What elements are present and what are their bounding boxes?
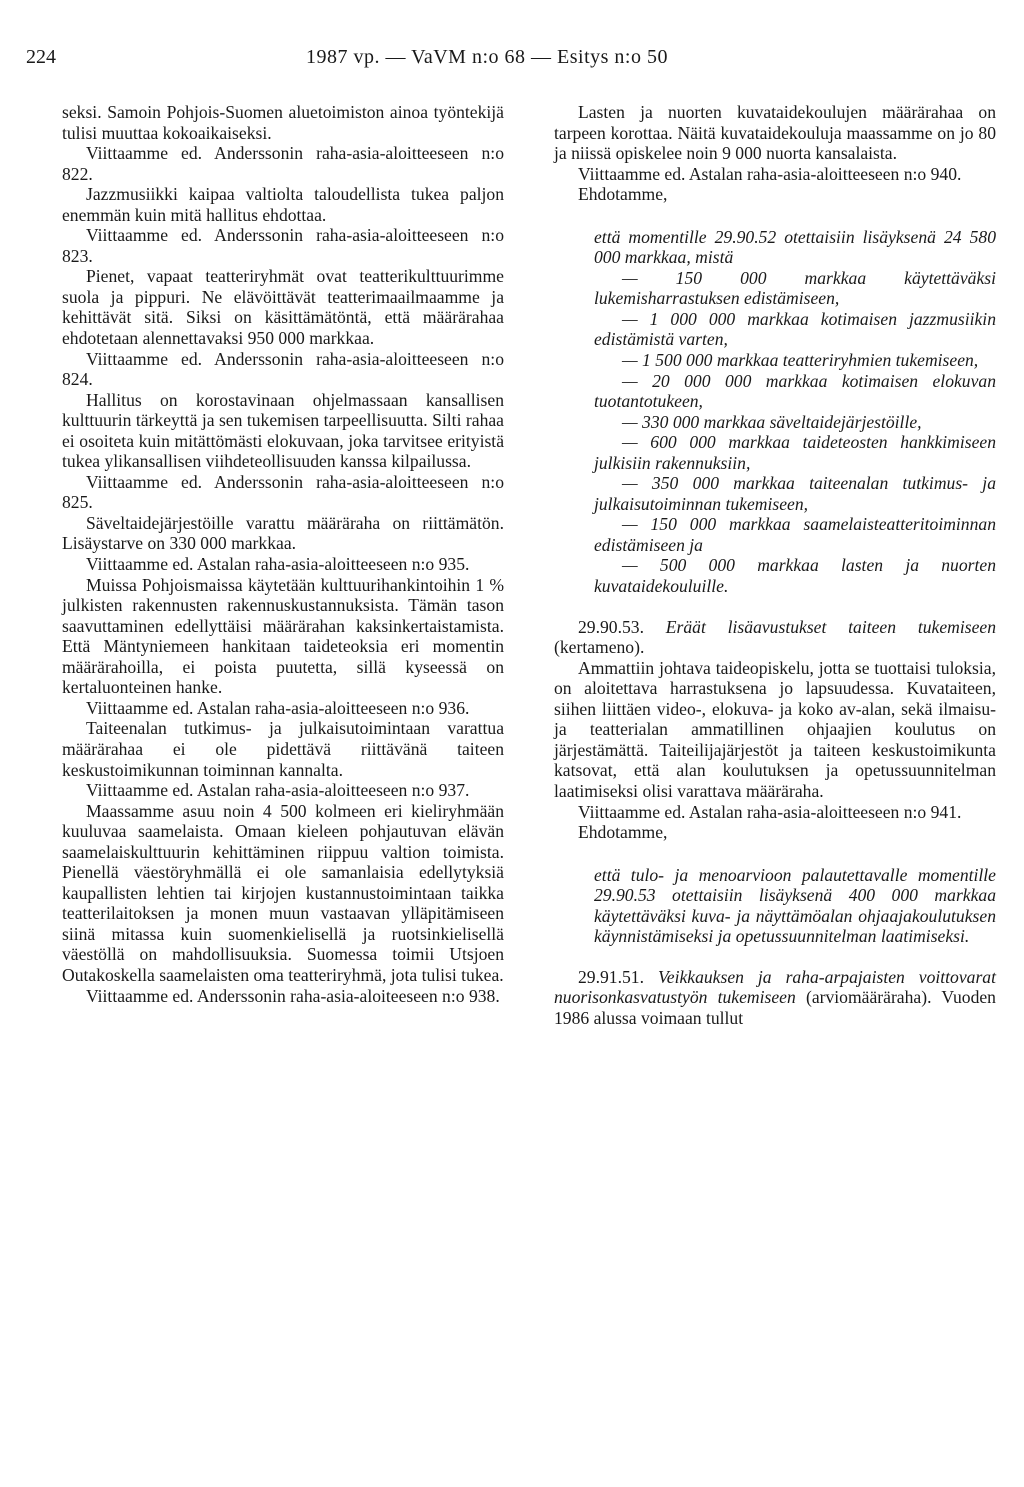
paragraph: Maassamme asuu noin 4 500 kolmeen eri kieliryhmään kuuluvaa saamelaista. Omaan kieleen pohjautuvan elävän saamelaiskulttuurin kehittäminen riippuu valtion toimista. Pienellä väestöryhmällä ei ole samanlaisia edellytyksiä kaupallisten lehtien tai kirjojen kustannustoimintaan taikka teatterilaitoksen ja monen muun vastaavan ylläpitämiseen siinä mitassa kuin suomenkielisellä ja ruotsinkielisellä väestöllä on mahdollisuuksia. Suomessa toimii Utsjoen Outakoskella saamelaisten oma teatteriryhmä, jota tulisi tukea. xyxy=(62,800,504,985)
paragraph: Lasten ja nuorten kuvataidekoulujen määrärahaa on tarpeen korottaa. Näitä kuvataidekouluja maassamme on jo 80 ja niissä opiskelee noin 9 000 nuorta kansalaista. xyxy=(554,102,996,164)
proposal-item: — 600 000 markkaa taideteosten hankkimiseen julkisiin rakennuksiin, xyxy=(594,432,996,473)
reference-paragraph: Viittaamme ed. Astalan raha-asia-aloitteeseen n:o 936. xyxy=(86,697,470,718)
left-column xyxy=(62,102,504,1006)
proposal-item: — 350 000 markkaa taiteenalan tutkimus- ja julkaisutoiminnan tukemiseen, xyxy=(594,473,996,514)
proposal-heading: Ehdotamme, xyxy=(578,822,668,843)
proposal-item: — 1 000 000 markkaa kotimaisen jazzmusiikin edistämistä varten, xyxy=(594,308,996,350)
proposal-item: — 20 000 000 markkaa kotimaisen elokuvan tuotantotukeen, xyxy=(594,370,996,412)
paragraph: Pienet, vapaat teatteriryhmät ovat teatterikulttuurimme suola ja pippuri. Ne elävöittävät teatterimaailmaamme ja kehittävät sitä. Siksi on käsittämätöntä, että määrärahaa ehdotetaan alennettavaksi 950 000 markkaa. xyxy=(62,266,504,349)
page-number: 224 xyxy=(26,46,56,68)
proposal-heading: Ehdotamme, xyxy=(578,184,668,205)
proposal-lead: että momentille 29.90.52 otettaisiin lisäyksenä 24 580 000 markkaa, mistä xyxy=(594,226,996,268)
page-header xyxy=(26,46,1016,76)
proposal-item: — 150 000 markkaa käytettäväksi lukemisharrastuksen edistämiseen, xyxy=(594,267,996,309)
section-title: Veikkauksen ja raha-arpajaisten voittovarat nuorisonkasvatustyön tukemiseen xyxy=(554,966,996,1008)
reference-paragraph: Viittaamme ed. Anderssonin raha-asia-aloitteeseen n:o 822. xyxy=(62,143,504,184)
section-number: 29.91.51. xyxy=(578,966,644,987)
paragraph: Hallitus on korostavinaan ohjelmassaan kansallisen kulttuurin tärkeyttä ja sen tukemisen tarpeellisuutta. Silti rahaa ei osoiteta kuin mitättömästi elokuvaan, joka tarvitsee erityistä tukea ylikansallisen viihdeteollisuuden kanssa kilpailussa. xyxy=(62,389,504,472)
paragraph: seksi. Samoin Pohjois-Suomen aluetoimiston ainoa työntekijä tulisi muuttaa kokoaikaiseksi. xyxy=(62,102,504,143)
reference-paragraph: Viittaamme ed. Astalan raha-asia-aloitteeseen n:o 940. xyxy=(578,163,962,184)
reference-paragraph: Viittaamme ed. Astalan raha-asia-aloitteeseen n:o 937. xyxy=(86,780,470,801)
section-title: Eräät lisäavustukset taiteen tukemiseen xyxy=(665,616,996,637)
paragraph: Ammattiin johtava taideopiskelu, jotta se tuottaisi tuloksia, on aloitettava harrastuksena jo lapsuudessa. Kuvataiteen, siihen liittäen video-, elokuva- ja koko av-alan, sekä ilmaisu- ja teatterialan ammatillinen ohjaajien koulutus on järjestämättä. Taiteilijajärjestöt ja taiteen keskustoimikunta katsovat, että alan koulutuksen ja opetussuunnitelman laatimiseksi olisi varattava määräraha. xyxy=(554,657,996,801)
reference-paragraph: Viittaamme ed. Astalan raha-asia-aloitteeseen n:o 935. xyxy=(86,554,470,575)
proposal-item: — 330 000 markkaa säveltaidejärjestöille, xyxy=(622,411,922,432)
section-number: 29.90.53. xyxy=(578,616,644,637)
paragraph: Muissa Pohjoismaissa käytetään kulttuurihankintoihin 1 % julkisten rakennusten rakennuskustannuksista. Tämän tason saavuttaminen edellyttäisi määrärahan kaksinkertaistamista. Että Mäntyniemeen hankitaan taideteoksia eri momentin määrärahoilla, ei poista puutetta, sillä kyseessä on kertaluonteinen hanke. xyxy=(62,574,504,698)
reference-paragraph: Viittaamme ed. Anderssonin raha-asia-aloitteeseen n:o 824. xyxy=(62,348,504,390)
proposal-block xyxy=(554,865,996,947)
reference-paragraph: Viittaamme ed. Anderssonin raha-asia-aloiteeseen n:o 938. xyxy=(86,985,500,1006)
proposal-item: — 150 000 markkaa saamelaisteatteritoiminnan edistämiseen ja xyxy=(594,514,996,555)
reference-paragraph: Viittaamme ed. Astalan raha-asia-aloitteeseen n:o 941. xyxy=(578,801,962,822)
paragraph: Taiteenalan tutkimus- ja julkaisutoimintaan varattua määrärahaa ei ole pidettävä riittävänä taiteen keskustoimikunnan toiminnan kannalta. xyxy=(62,718,504,780)
reference-paragraph: Viittaamme ed. Anderssonin raha-asia-aloitteeseen n:o 823. xyxy=(62,225,504,266)
running-title: 1987 vp. — VaVM n:o 68 — Esitys n:o 50 xyxy=(306,46,668,68)
proposal-item: — 500 000 markkaa lasten ja nuorten kuvataidekouluille. xyxy=(594,555,996,597)
proposal-block xyxy=(554,227,996,597)
section-suffix: (kertameno). xyxy=(554,637,645,658)
reference-paragraph: Viittaamme ed. Anderssonin raha-asia-aloitteeseen n:o 825. xyxy=(62,471,504,513)
right-column xyxy=(554,102,996,1028)
proposal-item: — 1 500 000 markkaa teatteriryhmien tukemiseen, xyxy=(622,350,979,371)
proposal-lead: että tulo- ja menoarvioon palautettavalle momentille 29.90.53 otettaisiin lisäyksenä 400 000 markkaa käytettäväksi kuva- ja näyttämöalan ohjaajakoulutuksen käynnistämiseksi ja opetussuunnitelman laatimiseksi. xyxy=(594,864,996,947)
section-suffix: (arviomääräraha). Vuoden 1986 alussa voimaan tullut xyxy=(554,987,996,1028)
paragraph: Säveltaidejärjestöille varattu määräraha on riittämätön. Lisäystarve on 330 000 markkaa. xyxy=(62,512,504,554)
paragraph: Jazzmusiikki kaipaa valtiolta taloudellista tukea paljon enemmän kuin mitä hallitus ehdottaa. xyxy=(62,184,504,225)
section-heading-29-91-51 xyxy=(554,967,996,1029)
section-heading-29-90-53 xyxy=(554,617,996,658)
